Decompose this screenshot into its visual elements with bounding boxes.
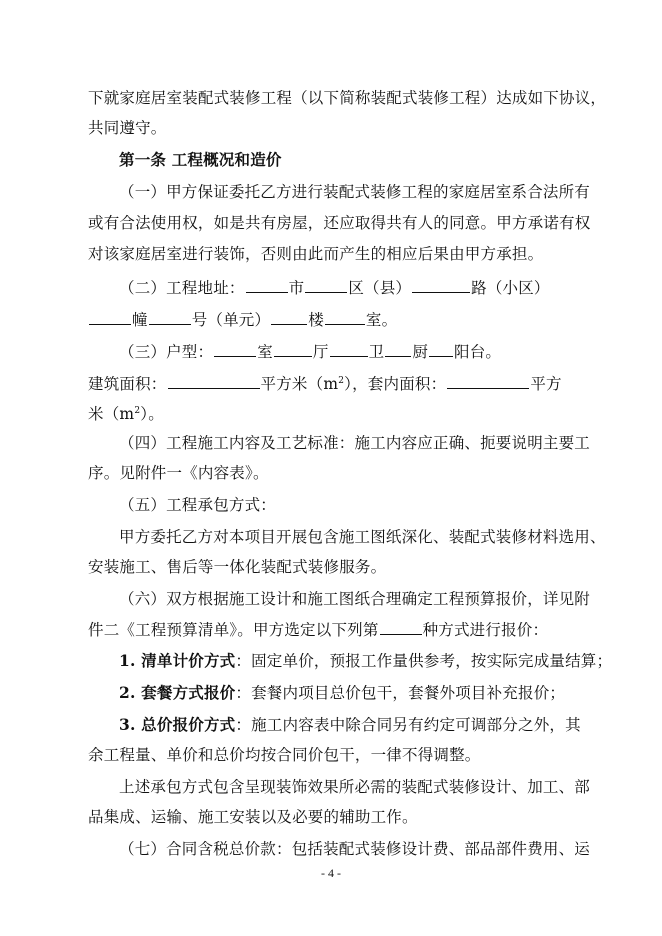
area-unit-2: 平方 [530,375,562,393]
area-unit: 平方米（m [260,375,339,393]
option-2-label: 2. 套餐方式报价 [119,683,236,702]
balcony-label: 阳台。 [454,343,502,361]
option-2-text: ：套餐内项目总价包干，套餐外项目补充报价； [235,684,566,702]
text-line: （五）工程承包方式： [119,496,277,514]
bedroom-label: 室 [257,343,273,361]
number-label: 号（单元） [191,311,271,329]
option-3 [119,715,619,735]
area-superscript: 2 [338,376,345,386]
address-line-2 [88,309,588,330]
text-line: 或有合法使用权，如是共有房屋，还应取得共有人的同意。甲方承诺有权 [88,214,591,232]
quote-method-blank[interactable] [380,619,422,635]
page-number: - 4 - [321,866,341,880]
road-label: 路（小区） [471,279,550,297]
inner-area-blank[interactable] [447,373,529,389]
floor-label: 楼 [308,311,324,329]
article-title: 第一条 工程概况和造价 [119,150,282,169]
option-3-text: ：施工内容表中除合同另有约定可调部分之外，其 [235,716,581,734]
text-line: （四）工程施工内容及工艺标准：施工内容应正确、扼要说明主要工 [119,434,591,452]
option-2 [119,683,619,703]
bathroom-label: 卫 [368,343,385,361]
room-blank[interactable] [325,309,365,325]
text-line: （一）甲方保证委托乙方进行装配式装修工程的家庭居室系合法所有 [119,183,591,201]
text-line: 序。见附件一《内容表》。 [88,464,269,482]
livingroom-blank[interactable] [274,341,312,357]
text-line: 甲方委托乙方对本项目开展包含施工图纸深化、装配式装修材料选用、 [119,528,606,546]
quote-method-suffix: 种方式进行报价： [422,621,549,639]
kitchen-blank[interactable] [385,341,411,357]
unit-type-line [119,341,619,362]
address-line [119,277,619,298]
text-line: 品集成、运输、施工安装以及必要的辅助工作。 [88,808,418,826]
option-3-label: 3. 总价报价方式 [119,715,236,734]
text-line: 下就家庭居室装配式装修工程（以下简称装配式装修工程）达成如下协议， [88,89,607,107]
text-line: （六）双方根据施工设计和施工图纸合理确定工程预算报价，详见附 [119,590,591,608]
area-unit-end: 米（m [88,405,135,423]
inner-area-label: ），套内面积： [344,375,447,393]
option-1 [119,651,619,671]
option-1-text: ：固定单价，预报工作量供参考，按实际完成量结算； [235,652,613,670]
text-line: 对该家庭居室进行装饰，否则由此而产生的相应后果由甲方承担。 [88,245,544,263]
text-line: 上述承包方式包含呈现装饰效果所必需的装配式装修设计、加工、部 [119,778,591,796]
district-label: 区（县） [348,279,412,297]
quote-method-line [88,619,588,640]
district-blank[interactable] [305,277,347,293]
city-label: 市 [288,279,305,297]
text-line: 共同遵守。 [88,119,167,137]
road-blank[interactable] [412,277,470,293]
bedroom-blank[interactable] [214,341,256,357]
text-line: 余工程量、单价和总价均按合同价包干，一律不得调整。 [88,746,481,764]
area-superscript: 2 [134,406,141,416]
balcony-blank[interactable] [429,341,453,357]
city-blank[interactable] [246,277,288,293]
number-blank[interactable] [149,309,191,325]
quote-method-prefix: 件二《工程预算清单》。甲方选定以下列第 [88,621,379,639]
area-line-2 [88,401,588,424]
building-area-blank[interactable] [168,373,260,389]
floor-blank[interactable] [271,309,307,325]
text-line: （七）合同含税总价款：包括装配式装修设计费、部品部件费用、运 [119,840,591,858]
livingroom-label: 厅 [312,343,329,361]
building-blank[interactable] [89,309,131,325]
address-label: （二）工程地址： [119,279,245,297]
area-label: 建筑面积： [88,375,167,393]
room-label: 室。 [365,311,398,329]
area-unit-end-2: ）。 [140,405,164,423]
option-1-label: 1. 清单计价方式 [119,651,236,670]
area-line [88,371,588,394]
kitchen-label: 厨 [412,343,429,361]
building-label: 幢 [132,311,148,329]
bathroom-blank[interactable] [330,341,368,357]
text-line: 安装施工、售后等一体化装配式装修服务。 [88,558,387,576]
unit-type-label: （三）户型： [119,343,214,361]
